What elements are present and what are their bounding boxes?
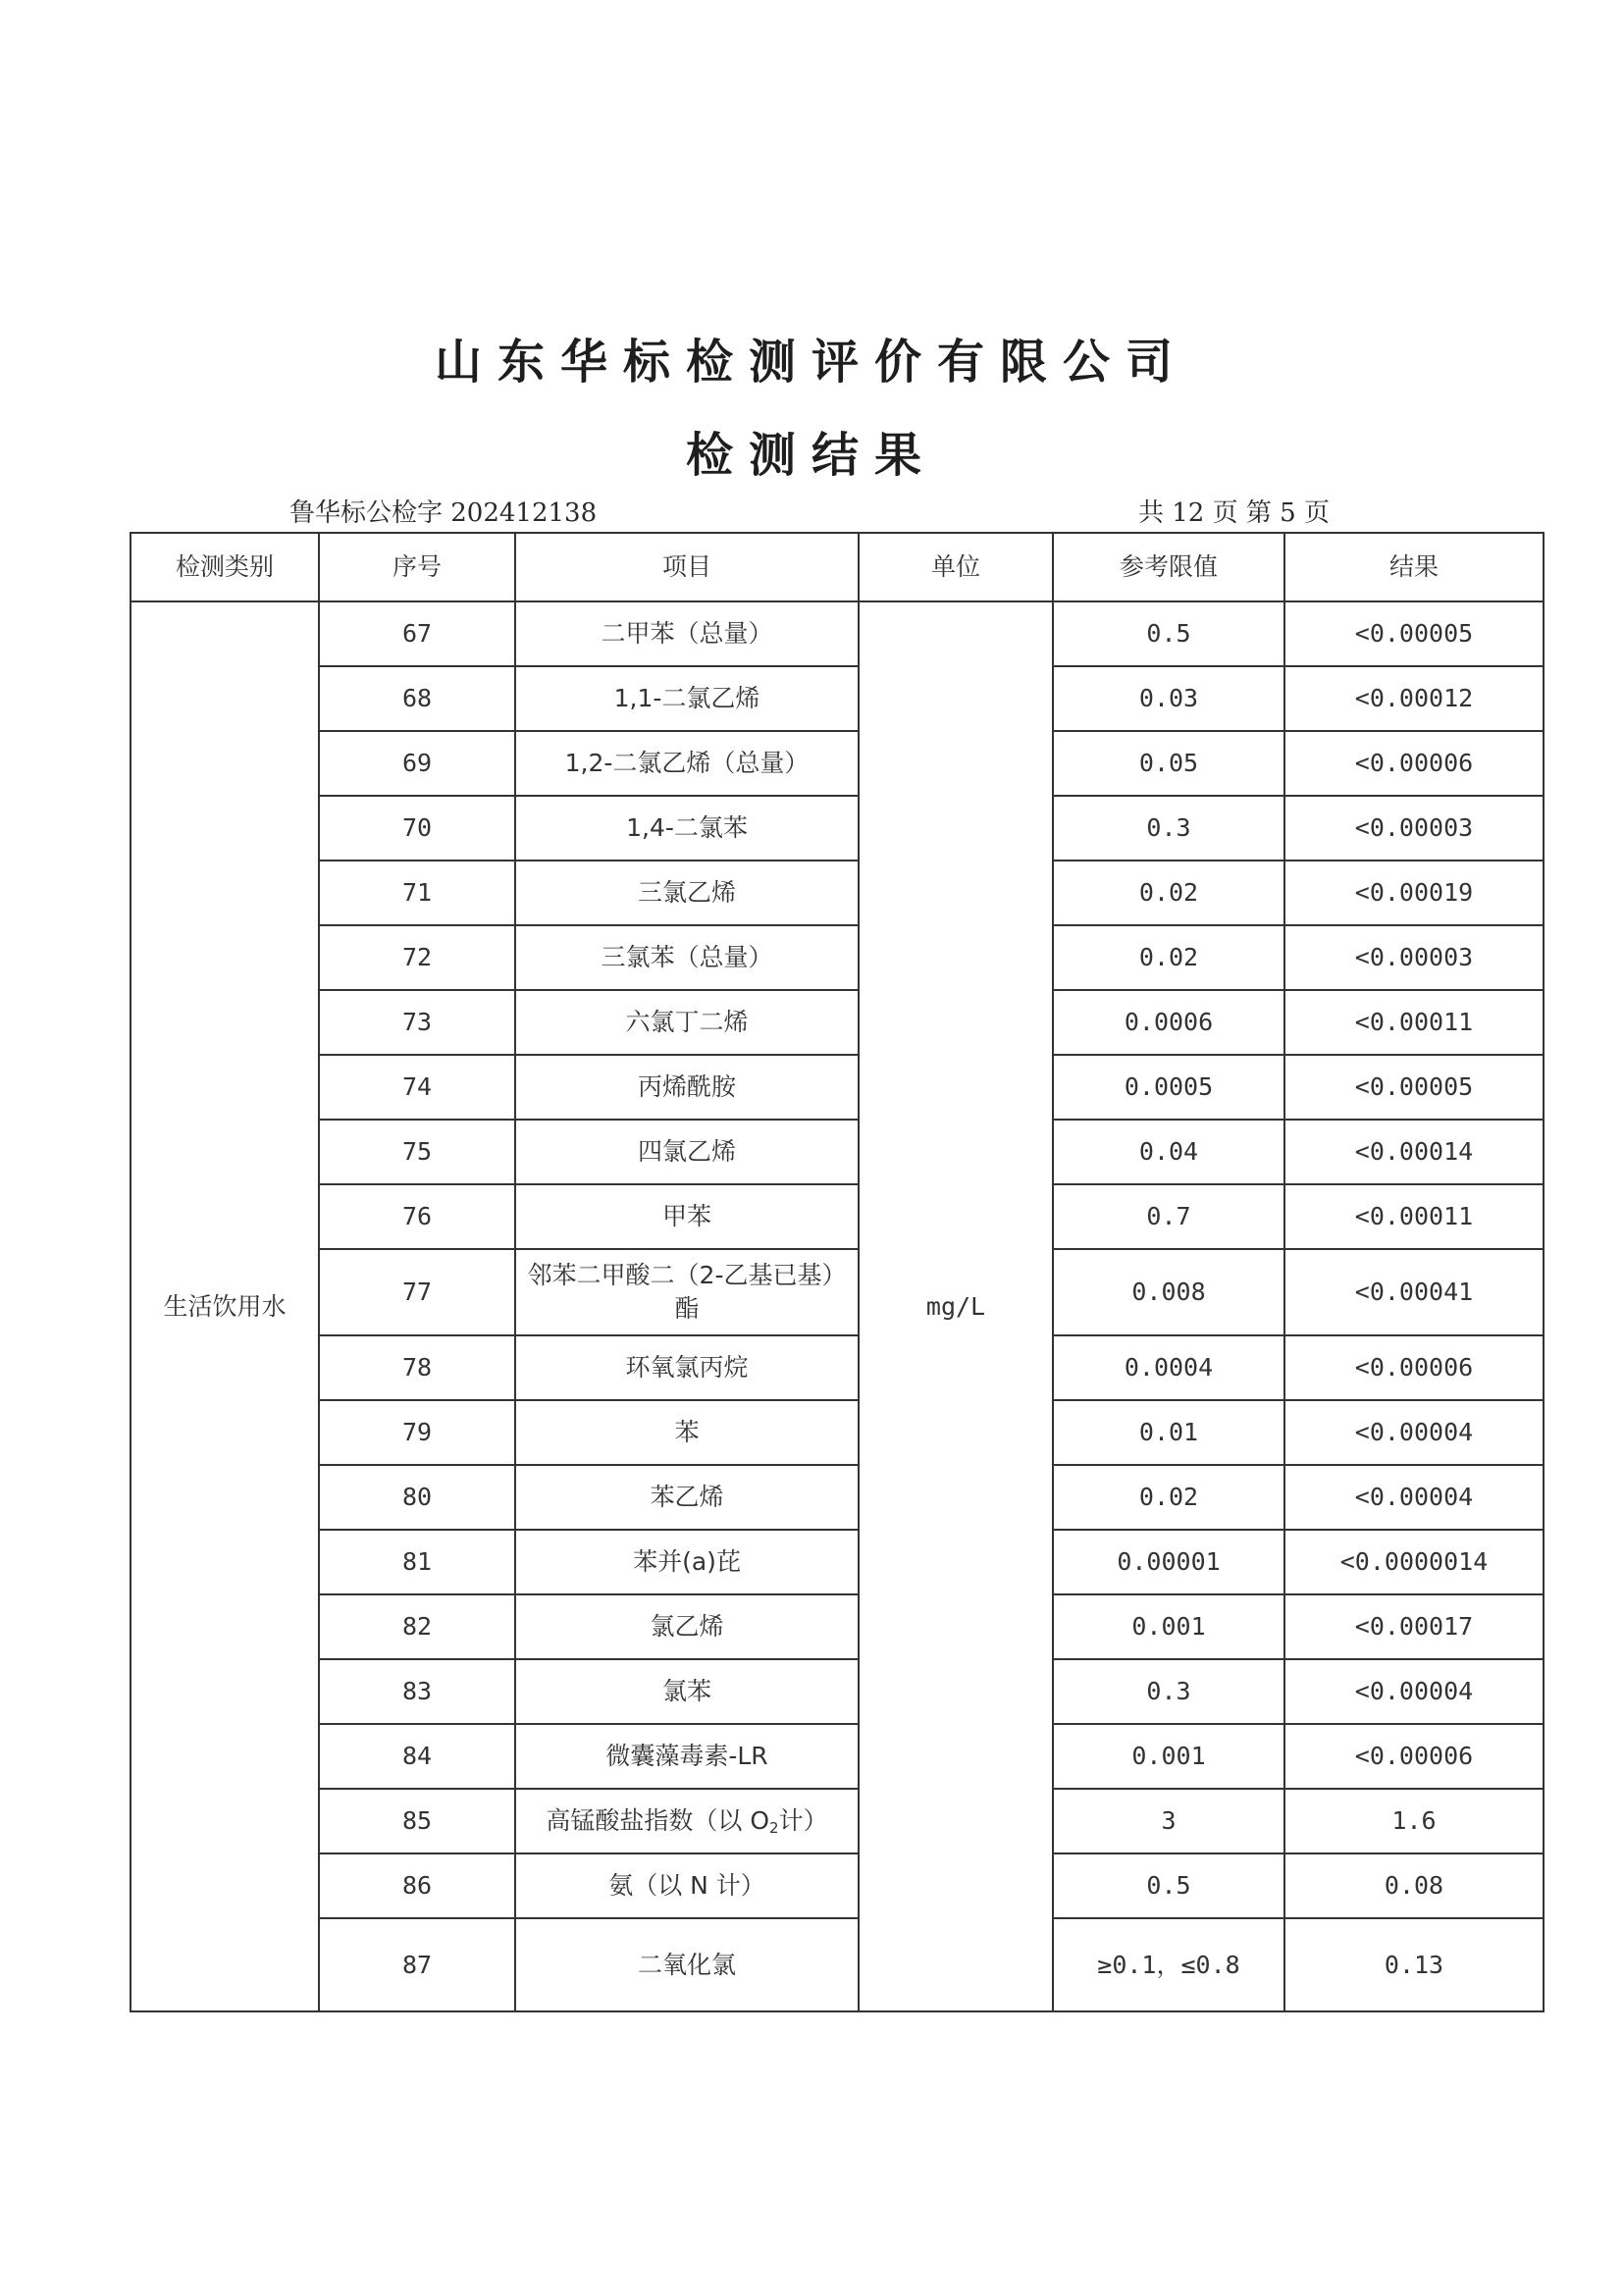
limit-value: 0.0004 [1053,1335,1284,1400]
column-header-result: 结果 [1284,533,1544,601]
document-title: 检测结果 [685,428,937,483]
limit-value: 0.00001 [1053,1530,1284,1594]
limit-value: 0.7 [1053,1184,1284,1249]
row-number: 75 [319,1120,515,1184]
item-name-subscript: 2 [769,1819,779,1837]
item-name: 1,2-二氯乙烯（总量） [515,731,859,796]
limit-value: 0.02 [1053,1465,1284,1530]
limit-value: 0.3 [1053,1659,1284,1724]
table-row [131,1465,1544,1530]
table-row [131,1184,1544,1249]
result-value: <0.00004 [1284,1400,1544,1465]
table-row [131,796,1544,861]
table-row [131,1055,1544,1120]
result-value: 1.6 [1284,1789,1544,1853]
row-number: 77 [319,1249,515,1335]
item-name-suffix: 计） [778,1806,828,1835]
item-name: 四氯乙烯 [515,1120,859,1184]
result-value: <0.00005 [1284,1055,1544,1120]
table-row [131,990,1544,1055]
row-number: 73 [319,990,515,1055]
result-value: <0.00011 [1284,990,1544,1055]
limit-value: 3 [1053,1789,1284,1853]
result-value: <0.00014 [1284,1120,1544,1184]
page-indicator: 共 12 页 第 5 页 [1138,498,1330,528]
item-name: 苯并(a)芘 [515,1530,859,1594]
table-row [131,1853,1544,1918]
table-row [131,861,1544,925]
company-name: 山东华标检测评价有限公司 [434,335,1188,390]
result-value: <0.00006 [1284,1335,1544,1400]
column-header-unit: 单位 [859,533,1053,601]
row-number: 86 [319,1853,515,1918]
column-header-item: 项目 [515,533,859,601]
result-value: <0.00003 [1284,925,1544,990]
limit-value: 0.04 [1053,1120,1284,1184]
column-header-number: 序号 [319,533,515,601]
item-name: 三氯苯（总量） [515,925,859,990]
column-header-category: 检测类别 [131,533,319,601]
limit-value: 0.001 [1053,1724,1284,1789]
item-name [515,1789,859,1853]
result-value: <0.00006 [1284,731,1544,796]
result-value: 0.13 [1284,1918,1544,2011]
item-name: 丙烯酰胺 [515,1055,859,1120]
result-value: <0.00017 [1284,1594,1544,1659]
limit-value: 0.02 [1053,925,1284,990]
table-row [131,1400,1544,1465]
table-row [131,1530,1544,1594]
item-name: 二甲苯（总量） [515,601,859,666]
column-header-limit: 参考限值 [1053,533,1284,601]
table-row [131,1724,1544,1789]
limit-value: 0.0005 [1053,1055,1284,1120]
limit-value: 0.5 [1053,1853,1284,1918]
limit-value: 0.008 [1053,1249,1284,1335]
category-cell: 生活饮用水 [131,601,319,2011]
item-name: 环氧氯丙烷 [515,1335,859,1400]
table-row [131,1789,1544,1853]
result-value: <0.00011 [1284,1184,1544,1249]
row-number: 80 [319,1465,515,1530]
results-table [130,532,1544,2012]
limit-value: 0.0006 [1053,990,1284,1055]
item-name: 甲苯 [515,1184,859,1249]
table-row [131,925,1544,990]
row-number: 79 [319,1400,515,1465]
table-row [131,1335,1544,1400]
limit-value: ≥0.1，≤0.8 [1053,1918,1284,2011]
item-name: 微囊藻毒素-LR [515,1724,859,1789]
row-number: 83 [319,1659,515,1724]
result-value: <0.00006 [1284,1724,1544,1789]
limit-value: 0.03 [1053,666,1284,731]
limit-value: 0.001 [1053,1594,1284,1659]
row-number: 71 [319,861,515,925]
result-value: <0.00012 [1284,666,1544,731]
table-row [131,1249,1544,1335]
report-number: 鲁华标公检字 202412138 [289,498,598,528]
item-name: 三氯乙烯 [515,861,859,925]
row-number: 78 [319,1335,515,1400]
limit-value: 0.02 [1053,861,1284,925]
item-name: 1,4-二氯苯 [515,796,859,861]
table-row [131,1918,1544,2011]
result-value: 0.08 [1284,1853,1544,1918]
table-row [131,731,1544,796]
table-row [131,601,1544,666]
row-number: 87 [319,1918,515,2011]
item-name: 邻苯二甲酸二（2-乙基已基）酯 [515,1249,859,1335]
item-name: 六氯丁二烯 [515,990,859,1055]
result-value: <0.0000014 [1284,1530,1544,1594]
result-value: <0.00004 [1284,1465,1544,1530]
result-value: <0.00019 [1284,861,1544,925]
item-name-prefix: 高锰酸盐指数（以 O [546,1806,770,1835]
row-number: 67 [319,601,515,666]
result-value: <0.00005 [1284,601,1544,666]
table-row [131,1120,1544,1184]
row-number: 68 [319,666,515,731]
row-number: 74 [319,1055,515,1120]
row-number: 82 [319,1594,515,1659]
row-number: 84 [319,1724,515,1789]
limit-value: 0.05 [1053,731,1284,796]
item-name: 氯乙烯 [515,1594,859,1659]
table-row [131,666,1544,731]
unit-cell: mg/L [859,601,1053,2011]
table-row [131,1659,1544,1724]
table-row [131,1594,1544,1659]
row-number: 81 [319,1530,515,1594]
result-value: <0.00041 [1284,1249,1544,1335]
table-header-row [131,533,1544,601]
item-name: 二氧化氯 [515,1918,859,2011]
row-number: 69 [319,731,515,796]
row-number: 76 [319,1184,515,1249]
item-name: 氨（以 N 计） [515,1853,859,1918]
result-value: <0.00004 [1284,1659,1544,1724]
item-name: 苯 [515,1400,859,1465]
item-name: 苯乙烯 [515,1465,859,1530]
limit-value: 0.3 [1053,796,1284,861]
item-name: 1,1-二氯乙烯 [515,666,859,731]
item-name: 氯苯 [515,1659,859,1724]
limit-value: 0.01 [1053,1400,1284,1465]
row-number: 72 [319,925,515,990]
result-value: <0.00003 [1284,796,1544,861]
row-number: 85 [319,1789,515,1853]
row-number: 70 [319,796,515,861]
limit-value: 0.5 [1053,601,1284,666]
